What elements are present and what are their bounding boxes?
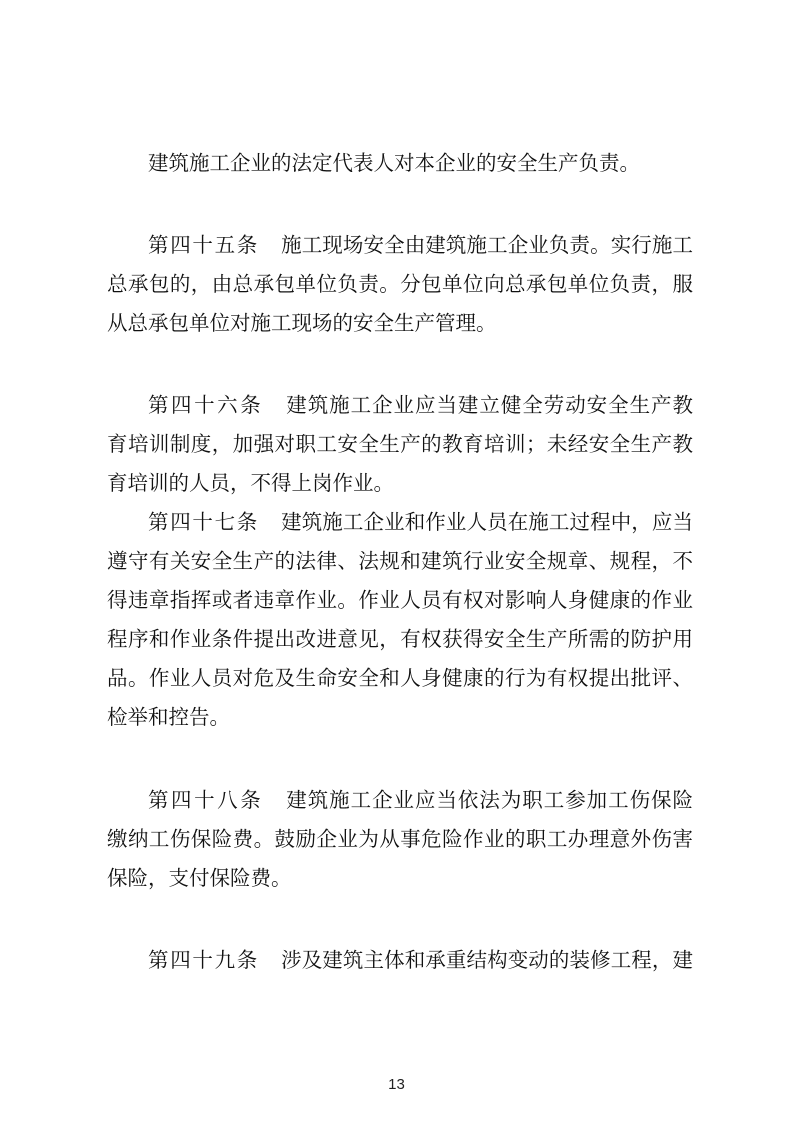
paragraph-text: 施工现场安全由建筑施工企业负责。实行施工 — [281, 233, 693, 257]
article-number: 第四十五条 — [148, 233, 259, 257]
paragraph-text: 建筑施工企业和作业人员在施工过程中，应当 — [281, 510, 693, 534]
article-47-line-1 — [148, 509, 693, 535]
article-48-line-1 — [148, 787, 693, 813]
paragraph-line: 总承包的，由总承包单位负责。分包单位向总承包单位负责，服 — [107, 272, 693, 296]
paragraph-text: 涉及建筑主体和承重结构变动的装修工程，建 — [281, 948, 693, 972]
article-45-line-1 — [148, 232, 693, 258]
paragraph-line: 遵守有关安全生产的法律、法规和建筑行业安全规章、规程，不 — [107, 549, 693, 573]
paragraph-line: 从总承包单位对施工现场的安全生产管理。 — [107, 311, 497, 335]
article-46-line-1 — [148, 392, 693, 418]
paragraph-line: 缴纳工伤保险费。鼓励企业为从事危险作业的职工办理意外伤害 — [107, 827, 693, 851]
paragraph-line: 育培训的人员，不得上岗作业。 — [107, 471, 394, 495]
paragraph-text: 建筑施工企业应当依法为职工参加工伤保险 — [285, 788, 694, 812]
page-number: 13 — [388, 1076, 405, 1093]
paragraph-line: 保险，支付保险费。 — [107, 866, 292, 890]
article-49-line-1 — [148, 947, 693, 973]
paragraph-line: 育培训制度，加强对职工安全生产的教育培训；未经安全生产教 — [107, 432, 693, 456]
article-number: 第四十六条 — [148, 393, 264, 417]
article-number: 第四十九条 — [148, 948, 259, 972]
paragraph-line: 品。作业人员对危及生命安全和人身健康的行为有权提出批评、 — [107, 666, 693, 690]
paragraph-line: 程序和作业条件提出改进意见，有权获得安全生产所需的防护用 — [107, 627, 693, 651]
article-number: 第四十八条 — [148, 788, 264, 812]
paragraph-text: 建筑施工企业应当建立健全劳动安全生产教 — [285, 393, 694, 417]
article-number: 第四十七条 — [148, 510, 259, 534]
paragraph-line: 建筑施工企业的法定代表人对本企业的安全生产负责。 — [148, 151, 640, 175]
paragraph-line: 得违章指挥或者违章作业。作业人员有权对影响人身健康的作业 — [107, 588, 693, 612]
paragraph-line: 检举和控告。 — [107, 705, 230, 729]
